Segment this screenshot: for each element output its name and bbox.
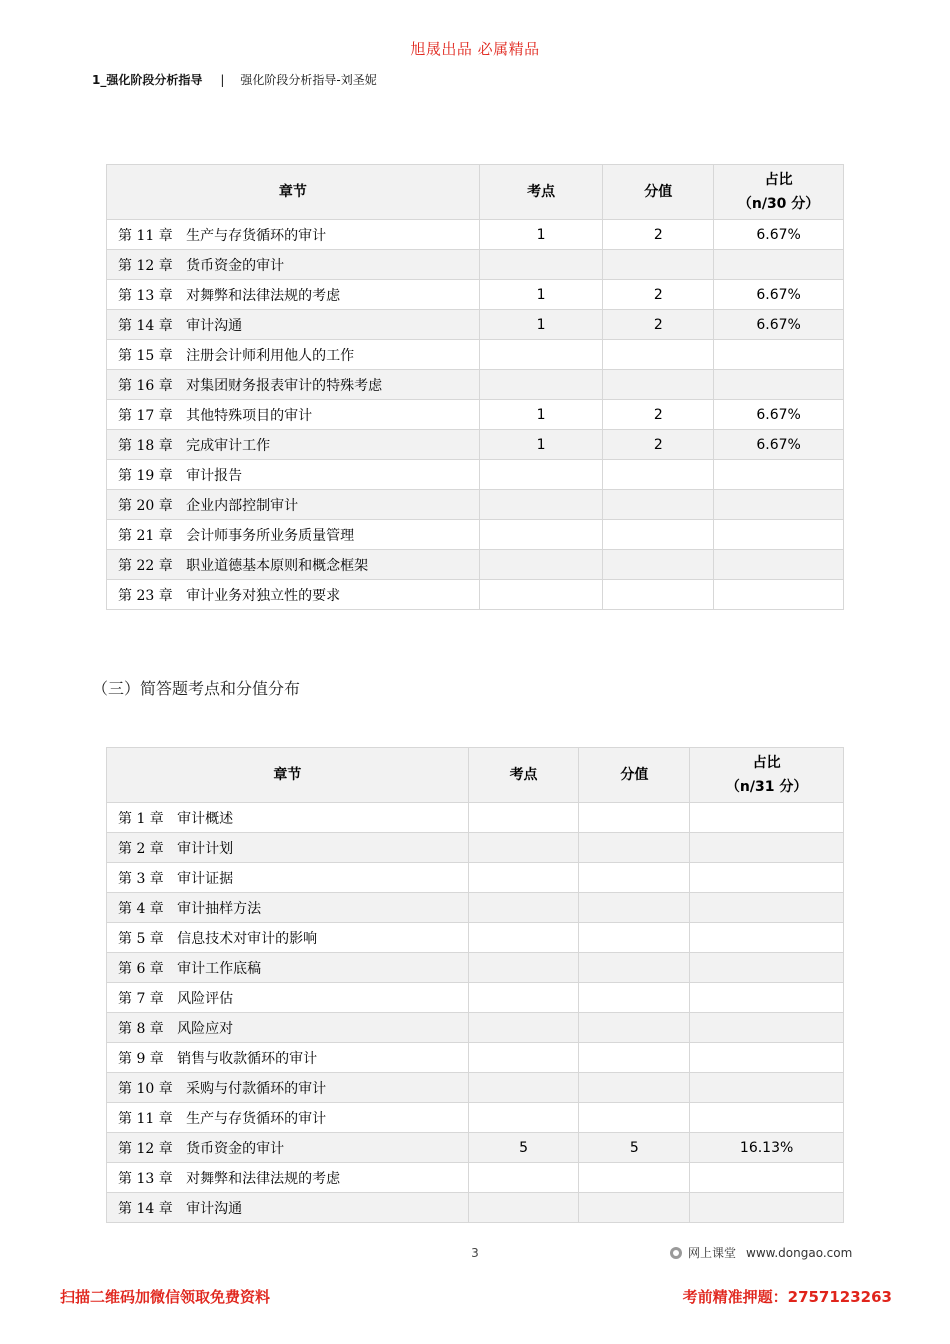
points-cell [468, 923, 579, 953]
ratio-cell [690, 953, 844, 983]
chapter-cell: 第 9 章 销售与收款循环的审计 [107, 1043, 469, 1073]
table-row [107, 250, 844, 280]
ratio-cell: 6.67% [714, 430, 844, 460]
course-subtitle: 强化阶段分析指导-刘圣妮 [240, 73, 377, 87]
points-cell [468, 1013, 579, 1043]
table-row [107, 340, 844, 370]
ratio-cell: 6.67% [714, 400, 844, 430]
table-row [107, 863, 844, 893]
score-cell [579, 1103, 690, 1133]
score-cell [579, 1193, 690, 1223]
ratio-cell [690, 983, 844, 1013]
brand[interactable] [670, 1244, 852, 1261]
header-ratio [690, 748, 844, 803]
table-row [107, 1133, 844, 1163]
points-cell [468, 863, 579, 893]
chapter-cell: 第 14 章 审计沟通 [107, 1193, 469, 1223]
chapter-cell: 第 7 章 风险评估 [107, 983, 469, 1013]
header-ratio [714, 165, 844, 220]
ratio-cell: 6.67% [714, 280, 844, 310]
points-cell [468, 1043, 579, 1073]
distribution-table-2 [106, 747, 844, 1223]
chapter-cell: 第 14 章 审计沟通 [107, 310, 480, 340]
points-cell [479, 370, 603, 400]
table-row [107, 460, 844, 490]
score-cell [603, 580, 714, 610]
chapter-cell: 第 17 章 其他特殊项目的审计 [107, 400, 480, 430]
ratio-cell [690, 893, 844, 923]
table-row [107, 1013, 844, 1043]
chapter-cell: 第 21 章 会计师事务所业务质量管理 [107, 520, 480, 550]
distribution-table-1 [106, 164, 844, 610]
table-row [107, 280, 844, 310]
table-row [107, 220, 844, 250]
brand-site-link[interactable]: www.dongao.com [746, 1245, 853, 1260]
points-cell: 1 [479, 280, 603, 310]
ratio-cell [690, 923, 844, 953]
score-cell [579, 833, 690, 863]
score-cell [603, 460, 714, 490]
points-cell [479, 460, 603, 490]
header-ratio-line2: （n/31 分） [725, 779, 808, 795]
ratio-cell [714, 370, 844, 400]
table-row [107, 983, 844, 1013]
chapter-cell: 第 5 章 信息技术对审计的影响 [107, 923, 469, 953]
chapter-cell: 第 18 章 完成审计工作 [107, 430, 480, 460]
points-cell [468, 983, 579, 1013]
table-header-row [107, 165, 844, 220]
table-row [107, 833, 844, 863]
table-header-row [107, 748, 844, 803]
score-cell [579, 1073, 690, 1103]
dongao-logo-icon [670, 1247, 682, 1259]
table-row [107, 430, 844, 460]
page-number: 3 [471, 1246, 479, 1260]
chapter-cell: 第 23 章 审计业务对独立性的要求 [107, 580, 480, 610]
header-separator: | [220, 72, 225, 87]
ratio-cell [714, 250, 844, 280]
points-cell [479, 520, 603, 550]
points-cell [479, 340, 603, 370]
chapter-cell: 第 12 章 货币资金的审计 [107, 250, 480, 280]
chapter-cell: 第 8 章 风险应对 [107, 1013, 469, 1043]
ratio-cell [714, 580, 844, 610]
section-title: （三）简答题考点和分值分布 [92, 679, 301, 698]
points-cell [479, 250, 603, 280]
chapter-cell: 第 13 章 对舞弊和法律法规的考虑 [107, 1163, 469, 1193]
score-cell [603, 550, 714, 580]
points-cell [468, 803, 579, 833]
score-cell [579, 983, 690, 1013]
score-cell [579, 803, 690, 833]
points-cell [468, 1103, 579, 1133]
chapter-cell: 第 15 章 注册会计师利用他人的工作 [107, 340, 480, 370]
footer-right-promo: 考前精准押题：2757123263 [682, 1288, 892, 1306]
score-cell: 2 [603, 310, 714, 340]
ratio-cell: 6.67% [714, 220, 844, 250]
table-row [107, 1103, 844, 1133]
ratio-cell [714, 490, 844, 520]
footer-left-promo: 扫描二维码加微信领取免费资料 [60, 1288, 271, 1306]
ratio-cell [690, 1043, 844, 1073]
document-header [92, 71, 377, 88]
table-row [107, 923, 844, 953]
score-cell: 2 [603, 400, 714, 430]
points-cell: 1 [479, 310, 603, 340]
table-row [107, 1043, 844, 1073]
points-cell [468, 1163, 579, 1193]
table-row [107, 400, 844, 430]
score-cell: 2 [603, 220, 714, 250]
table-row [107, 490, 844, 520]
ratio-cell [690, 1073, 844, 1103]
ratio-cell [690, 1013, 844, 1043]
chapter-cell: 第 6 章 审计工作底稿 [107, 953, 469, 983]
header-score: 分值 [603, 165, 714, 220]
chapter-cell: 第 11 章 生产与存货循环的审计 [107, 1103, 469, 1133]
score-cell [579, 923, 690, 953]
chapter-cell: 第 3 章 审计证据 [107, 863, 469, 893]
header-ratio-line1: 占比 [752, 755, 781, 771]
chapter-cell: 第 20 章 企业内部控制审计 [107, 490, 480, 520]
header-score: 分值 [579, 748, 690, 803]
points-cell [468, 953, 579, 983]
table-row [107, 1163, 844, 1193]
chapter-cell: 第 10 章 采购与付款循环的审计 [107, 1073, 469, 1103]
ratio-cell: 6.67% [714, 310, 844, 340]
points-cell: 1 [479, 430, 603, 460]
header-points: 考点 [479, 165, 603, 220]
table-row [107, 370, 844, 400]
points-cell: 5 [468, 1133, 579, 1163]
points-cell [468, 833, 579, 863]
score-cell: 2 [603, 280, 714, 310]
table-body [107, 803, 844, 1223]
chapter-cell: 第 19 章 审计报告 [107, 460, 480, 490]
table-row [107, 550, 844, 580]
chapter-cell: 第 11 章 生产与存货循环的审计 [107, 220, 480, 250]
points-cell [468, 1193, 579, 1223]
points-cell: 1 [479, 220, 603, 250]
score-cell [579, 1013, 690, 1043]
score-cell [579, 893, 690, 923]
ratio-cell [690, 833, 844, 863]
chapter-cell: 第 13 章 对舞弊和法律法规的考虑 [107, 280, 480, 310]
points-cell [468, 1073, 579, 1103]
ratio-cell [690, 1103, 844, 1133]
chapter-cell: 第 16 章 对集团财务报表审计的特殊考虑 [107, 370, 480, 400]
ratio-cell [714, 340, 844, 370]
table-row [107, 1193, 844, 1223]
score-cell [579, 1043, 690, 1073]
table-row [107, 893, 844, 923]
chapter-cell: 第 1 章 审计概述 [107, 803, 469, 833]
header-ratio-line2: （n/30 分） [737, 196, 820, 212]
ratio-cell [714, 460, 844, 490]
points-cell [479, 490, 603, 520]
ratio-cell [690, 803, 844, 833]
brand-name: 网上课堂 [688, 1246, 737, 1260]
ratio-cell [714, 520, 844, 550]
ratio-cell: 16.13% [690, 1133, 844, 1163]
score-cell [603, 490, 714, 520]
score-cell [579, 1163, 690, 1193]
table-row [107, 953, 844, 983]
table-row [107, 580, 844, 610]
chapter-cell: 第 12 章 货币资金的审计 [107, 1133, 469, 1163]
score-cell [603, 340, 714, 370]
score-cell: 2 [603, 430, 714, 460]
chapter-cell: 第 2 章 审计计划 [107, 833, 469, 863]
chapter-cell: 第 4 章 审计抽样方法 [107, 893, 469, 923]
header-ratio-line1: 占比 [764, 172, 793, 188]
header-chapter: 章节 [107, 165, 480, 220]
table-row [107, 803, 844, 833]
score-cell [603, 520, 714, 550]
course-title: 1_强化阶段分析指导 [92, 73, 203, 87]
points-cell [468, 893, 579, 923]
score-cell: 5 [579, 1133, 690, 1163]
ratio-cell [690, 1193, 844, 1223]
table-row [107, 310, 844, 340]
header-points: 考点 [468, 748, 579, 803]
score-cell [579, 953, 690, 983]
chapter-cell: 第 22 章 职业道德基本原则和概念框架 [107, 550, 480, 580]
table-row [107, 520, 844, 550]
ratio-cell [690, 863, 844, 893]
table-row [107, 1073, 844, 1103]
ratio-cell [714, 550, 844, 580]
top-banner: 旭晟出品 必属精品 [410, 40, 540, 58]
score-cell [579, 863, 690, 893]
ratio-cell [690, 1163, 844, 1193]
table-body [107, 220, 844, 610]
score-cell [603, 250, 714, 280]
points-cell [479, 550, 603, 580]
score-cell [603, 370, 714, 400]
points-cell: 1 [479, 400, 603, 430]
points-cell [479, 580, 603, 610]
header-chapter: 章节 [107, 748, 469, 803]
